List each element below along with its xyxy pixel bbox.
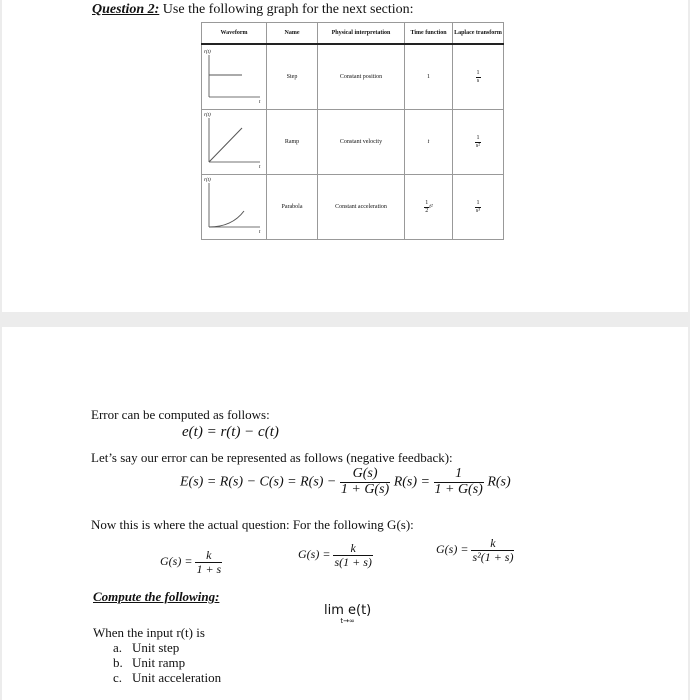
table-row: [202, 44, 504, 110]
laplace-cell: [453, 175, 504, 240]
header-waveform: Waveform: [202, 23, 267, 45]
list-item: a. Unit step: [113, 640, 180, 655]
waveform-step: [202, 44, 267, 110]
header-physical: Physical interpretation: [318, 23, 405, 45]
g-func-2: G(s) = $\frac{k}{s(1 + s)}$: [298, 541, 372, 569]
ramp-graph: [202, 110, 266, 174]
physical-cell: Constant acceleration: [318, 175, 405, 240]
g-frac: $\frac{k}{\text{s²(1 + s)}}$: [472, 536, 514, 564]
t-label: t: [259, 100, 261, 105]
step-graph: [202, 45, 266, 109]
time-cell: t: [405, 110, 453, 175]
list-item: b. Unit ramp: [113, 655, 186, 670]
laplace-cell: [453, 110, 504, 175]
input-list: [113, 640, 221, 685]
fraction-one: $\frac{1}{1 + G(s)}$: [434, 466, 483, 497]
waveform-table: [201, 22, 504, 240]
waveform-ramp: [202, 110, 267, 175]
time-cell: $\frac{1}{2}$ t²: [405, 175, 453, 240]
name-cell: Step: [267, 44, 318, 110]
laplace-fraction: $\frac{1}{s}$: [476, 70, 480, 84]
physical-cell: Constant position: [318, 44, 405, 110]
name-cell: Parabola: [267, 175, 318, 240]
list-item: c. Unit acceleration: [113, 670, 222, 685]
table-row: [202, 110, 504, 175]
g-frac: $\frac{k}{s(1 + s)}$: [334, 541, 372, 569]
axis-label: r(t): [204, 178, 211, 183]
lets-say-text: Let’s say our error can be represented as follows (negative feedback):: [91, 450, 453, 465]
g-func-1: G(s) = $\frac{k}{1 + s}$: [160, 548, 222, 576]
compute-heading: Compute the following:: [93, 589, 220, 604]
fraction-gs: $\frac{G(s)}{1 + G(s)}$: [340, 466, 390, 497]
parabola-graph: [202, 175, 266, 239]
question-label: Question 2:: [92, 2, 160, 17]
limit-expression: lim e(t) t→∞: [324, 603, 372, 625]
axis-label: r(t): [204, 113, 211, 118]
now-text: Now this is where the actual question: For the following G(s):: [91, 517, 414, 532]
question-title: [92, 2, 414, 18]
table-header-row: [202, 23, 504, 45]
header-time: Time function: [405, 23, 453, 45]
physical-cell: Constant velocity: [318, 110, 405, 175]
time-cell: 1: [405, 44, 453, 110]
error-equation: e(t) = r(t) − c(t): [182, 424, 279, 440]
intro-text: Error can be computed as follows:: [91, 407, 270, 422]
header-laplace: Laplace transform: [453, 23, 504, 45]
table-row: [202, 175, 504, 240]
header-name: Name: [267, 23, 318, 45]
waveform-parabola: [202, 175, 267, 240]
error-transfer-equation: E(s) = R(s) − C(s) = R(s) − $\frac{G(s)}{1 + G(s)}$ R(s) = $\frac{1}{1 + G(s)}$ R(s): [180, 466, 511, 497]
page-top: [2, 0, 688, 312]
when-text: When the input r(t) is: [93, 625, 205, 640]
t-label: t: [259, 165, 261, 170]
axis-label: r(t): [204, 50, 211, 55]
laplace-cell: [453, 44, 504, 110]
g-func-3: G(s) = $\frac{k}{\text{s²(1 + s)}}$: [436, 536, 514, 564]
question-text: Use the following graph for the next section:: [162, 2, 414, 17]
time-fraction: $\frac{1}{2}$: [425, 200, 429, 214]
name-cell: Ramp: [267, 110, 318, 175]
laplace-fraction: $\frac{1}{\text{s²}}$: [475, 135, 481, 149]
t-label: t: [259, 230, 261, 235]
page-bottom: [2, 327, 688, 700]
g-frac: $\frac{k}{1 + s}$: [196, 548, 222, 576]
laplace-fraction: $\frac{1}{\text{s³}}$: [475, 200, 481, 214]
